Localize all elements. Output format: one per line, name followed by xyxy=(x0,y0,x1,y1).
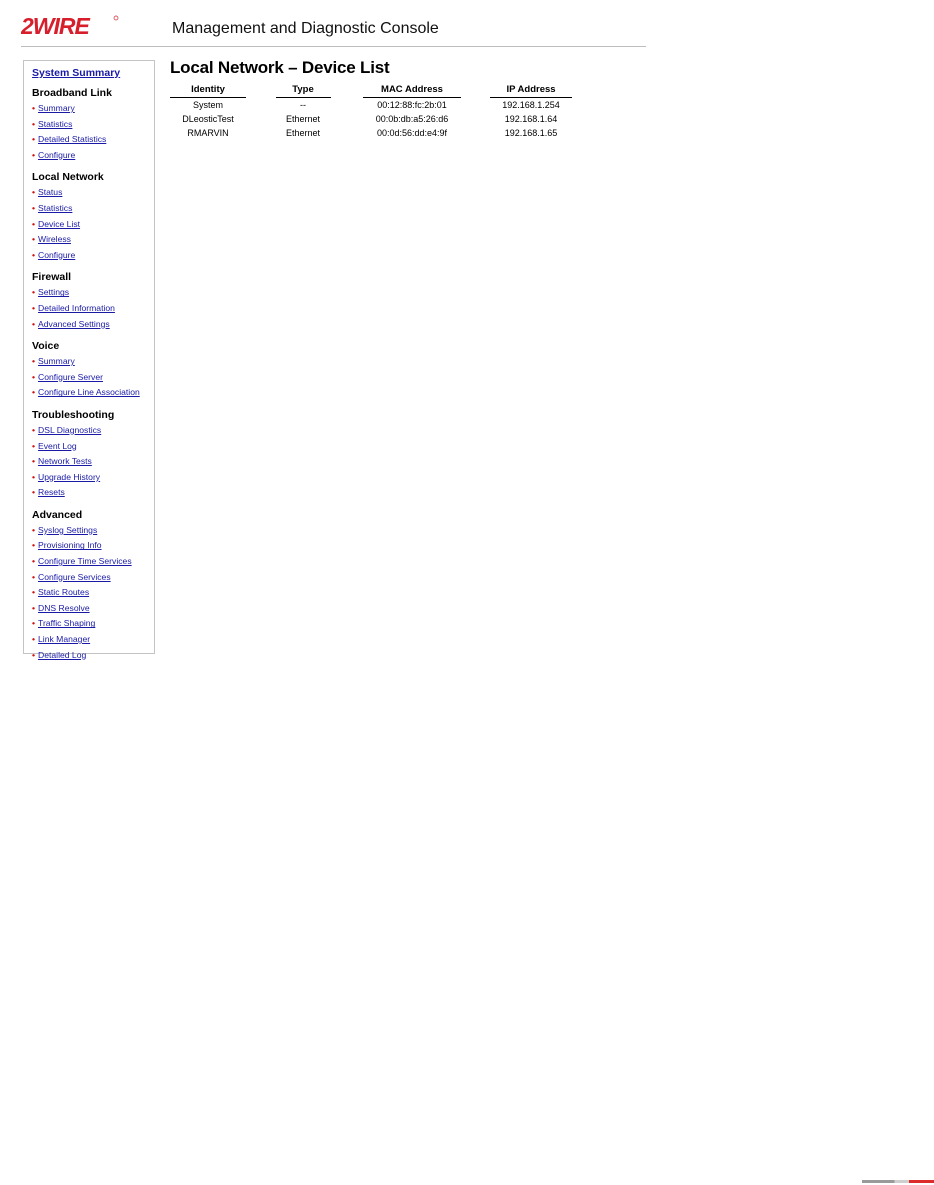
column-header-label: Identity xyxy=(170,84,246,98)
bullet-icon: • xyxy=(32,287,36,298)
table-row xyxy=(168,126,596,140)
bullet-icon: • xyxy=(32,318,36,329)
system-summary-link[interactable]: System Summary xyxy=(32,67,121,79)
sidebar-item xyxy=(32,454,154,470)
sidebar-link[interactable]: Configure xyxy=(38,149,76,160)
sidebar-section xyxy=(32,509,154,663)
bullet-icon: • xyxy=(32,540,36,551)
sidebar-section xyxy=(32,171,154,263)
sidebar-link[interactable]: DNS Resolve xyxy=(38,602,90,613)
sidebar-item xyxy=(32,201,154,217)
table-cell: DLeosticTest xyxy=(182,114,234,124)
bullet-icon: • xyxy=(32,234,36,245)
bullet-icon: • xyxy=(32,649,36,660)
sidebar-link[interactable]: Configure xyxy=(38,249,76,260)
sidebar-item xyxy=(32,232,154,248)
sidebar-link[interactable]: Configure Line Association xyxy=(38,387,140,398)
sidebar-item xyxy=(32,616,154,632)
bullet-icon: • xyxy=(32,440,36,451)
sidebar-link[interactable]: Configure Server xyxy=(38,371,103,382)
sidebar-link[interactable]: Upgrade History xyxy=(38,471,101,482)
sidebar-item xyxy=(32,301,154,317)
sidebar-link[interactable]: Link Manager xyxy=(38,634,91,645)
table-cell: 192.168.1.65 xyxy=(504,128,558,138)
table-cell: 00:0b:db:a5:26:d6 xyxy=(375,114,449,124)
table-header-row xyxy=(168,84,596,98)
bullet-icon: • xyxy=(32,571,36,582)
page-title: Local Network – Device List xyxy=(170,58,390,77)
sidebar-link[interactable]: Detailed Statistics xyxy=(38,134,107,145)
column-header-label: Type xyxy=(276,84,331,98)
bullet-icon: • xyxy=(32,634,36,645)
bullet-icon: • xyxy=(32,218,36,229)
bullet-icon: • xyxy=(32,524,36,535)
sidebar-item xyxy=(32,248,154,264)
bullet-icon: • xyxy=(32,556,36,567)
sidebar-section-title: Advanced xyxy=(32,508,83,521)
sidebar-section-title: Voice xyxy=(32,340,60,353)
bullet-icon: • xyxy=(32,202,36,213)
bullet-icon: • xyxy=(32,387,36,398)
table-cell: -- xyxy=(300,100,306,110)
sidebar-link[interactable]: Device List xyxy=(38,218,81,229)
sidebar-section-title: Firewall xyxy=(32,271,72,284)
column-header-ip-address xyxy=(466,84,596,98)
sidebar-link[interactable]: Detailed Information xyxy=(38,302,115,313)
sidebar-item xyxy=(32,370,154,386)
column-header-label: MAC Address xyxy=(363,84,461,98)
sidebar-link[interactable]: Provisioning Info xyxy=(38,540,102,551)
sidebar-link[interactable]: Static Routes xyxy=(38,587,90,598)
sidebar-section xyxy=(32,409,154,501)
sidebar-item xyxy=(32,354,154,370)
column-header-mac-address xyxy=(358,84,466,98)
sidebar-nav xyxy=(23,60,155,660)
column-header-type xyxy=(248,84,358,98)
bullet-icon: • xyxy=(32,356,36,367)
bullet-icon: • xyxy=(32,187,36,198)
sidebar-link[interactable]: Statistics xyxy=(38,202,73,213)
bullet-icon: • xyxy=(32,424,36,435)
sidebar-link[interactable]: DSL Diagnostics xyxy=(38,424,102,435)
table-cell: Ethernet xyxy=(285,114,321,124)
table-cell: 00:12:88:fc:2b:01 xyxy=(377,100,447,110)
table-cell: RMARVIN xyxy=(187,128,229,138)
table-cell: 00:0d:56:dd:e4:9f xyxy=(376,128,448,138)
device-list-table xyxy=(168,84,596,140)
table-cell: System xyxy=(192,100,223,110)
sidebar-link[interactable]: Summary xyxy=(38,356,75,367)
sidebar-item xyxy=(32,217,154,233)
sidebar-item xyxy=(32,117,154,133)
sidebar-link[interactable]: Detailed Log xyxy=(38,649,87,660)
bullet-icon: • xyxy=(32,456,36,467)
bullet-icon: • xyxy=(32,149,36,160)
bullet-icon: • xyxy=(32,487,36,498)
sidebar-link[interactable]: Configure Time Services xyxy=(38,556,132,567)
sidebar-item xyxy=(32,632,154,648)
console-title: Management and Diagnostic Console xyxy=(172,20,439,37)
sidebar-item xyxy=(32,317,154,333)
table-row xyxy=(168,98,596,112)
bullet-icon: • xyxy=(32,618,36,629)
sidebar-item xyxy=(32,485,154,501)
bullet-icon: • xyxy=(32,587,36,598)
brand-logo-text: 2WIRE xyxy=(21,14,89,38)
bullet-icon: • xyxy=(32,371,36,382)
bullet-icon: • xyxy=(32,103,36,113)
bullet-icon: • xyxy=(32,249,36,260)
bullet-icon: • xyxy=(32,302,36,313)
footer-accent-bar xyxy=(862,1180,934,1183)
header-divider xyxy=(21,46,646,47)
sidebar-item xyxy=(32,470,154,486)
sidebar-link[interactable]: Syslog Settings xyxy=(38,524,98,535)
sidebar-item xyxy=(32,285,154,301)
sidebar-link[interactable]: Traffic Shaping xyxy=(38,618,96,629)
sidebar-item xyxy=(32,101,154,117)
sidebar-section xyxy=(32,271,154,332)
sidebar-link[interactable]: Resets xyxy=(38,487,65,498)
bullet-icon: • xyxy=(32,118,36,129)
sidebar-link[interactable]: Advanced Settings xyxy=(38,318,110,329)
sidebar-item xyxy=(32,439,154,455)
bullet-icon: • xyxy=(32,471,36,482)
sidebar-section-title: Troubleshooting xyxy=(32,408,115,421)
bullet-icon: • xyxy=(32,602,36,613)
sidebar-link[interactable]: Status xyxy=(38,187,63,198)
column-header-label: IP Address xyxy=(490,84,572,98)
table-row xyxy=(168,112,596,126)
sidebar-section xyxy=(32,87,154,163)
sidebar-link[interactable]: Event Log xyxy=(38,440,77,451)
sidebar-item xyxy=(32,570,154,586)
sidebar-item xyxy=(32,148,154,164)
sidebar-item xyxy=(32,385,154,401)
sidebar-item xyxy=(32,648,154,664)
table-cell: Ethernet xyxy=(285,128,321,138)
sidebar-item xyxy=(32,423,154,439)
table-cell: 192.168.1.254 xyxy=(502,100,560,110)
sidebar-item xyxy=(32,132,154,148)
sidebar-item xyxy=(32,185,154,201)
column-header-identity xyxy=(168,84,248,98)
sidebar-item xyxy=(32,523,154,539)
brand-logo xyxy=(21,14,121,38)
sidebar-link[interactable]: Wireless xyxy=(38,234,71,245)
sidebar-item xyxy=(32,554,154,570)
sidebar-section-title: Broadband Link xyxy=(32,87,112,99)
bullet-icon: • xyxy=(32,134,36,145)
sidebar-link[interactable]: Statistics xyxy=(38,118,73,129)
sidebar-section-title: Local Network xyxy=(32,171,104,184)
sidebar-link[interactable]: Summary xyxy=(38,103,75,113)
sidebar-link[interactable]: Network Tests xyxy=(38,456,92,467)
sidebar-item xyxy=(32,538,154,554)
sidebar-link[interactable]: Configure Services xyxy=(38,571,111,582)
sidebar-item xyxy=(32,585,154,601)
sidebar-section xyxy=(32,340,154,401)
sidebar-item xyxy=(32,601,154,617)
sidebar-link[interactable]: Settings xyxy=(38,287,70,298)
table-cell: 192.168.1.64 xyxy=(504,114,558,124)
